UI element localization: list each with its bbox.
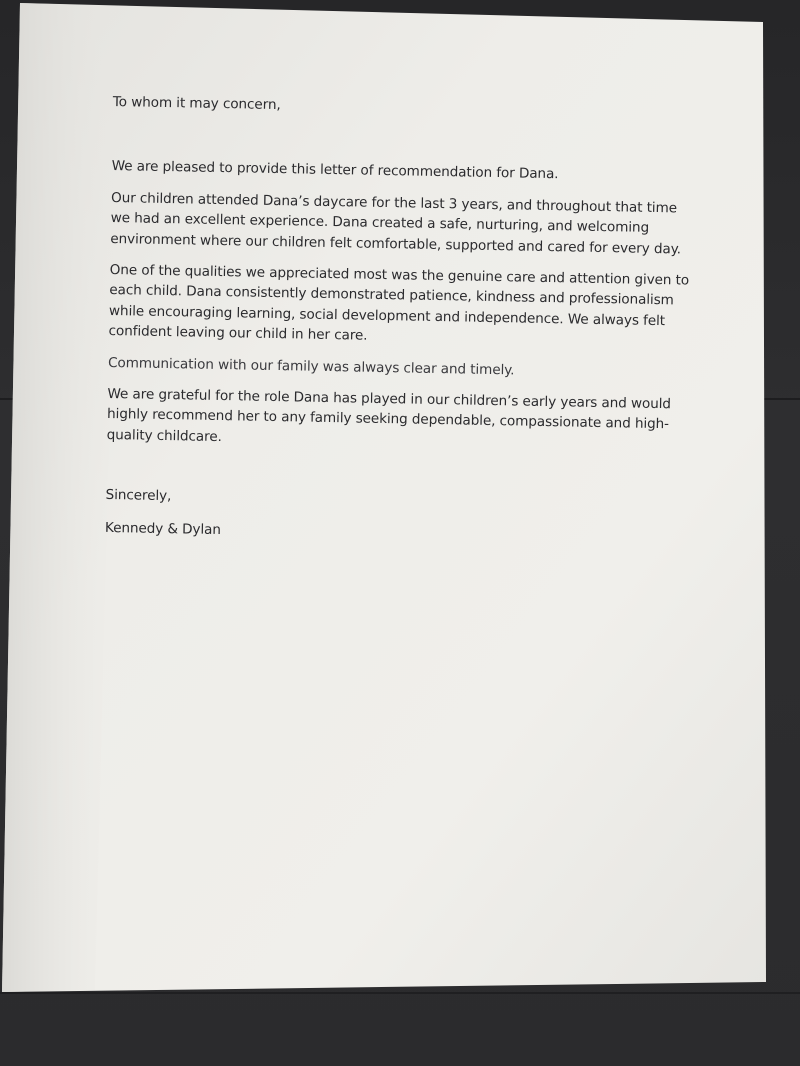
paragraph-gratitude: We are grateful for the role Dana has played in our children’s early years and would highly recommend her to any family seeking dependable, compassionate and high-quality childcare. xyxy=(106,386,672,445)
salutation: To whom it may concern, xyxy=(112,93,281,114)
signatories: Kennedy & Dylan xyxy=(104,519,222,538)
paragraph-experience: Our children attended Dana’s daycare for the last 3 years, and throughout that time we had an excellent experience. Dana created a safe, nurturing, and welcoming environment where our children felt comfortable, supported and cared for every day. xyxy=(110,189,682,258)
letter-body xyxy=(105,92,693,549)
paragraph-communication: Communication with our family was always clear and timely. xyxy=(107,354,515,379)
paragraph-intro: We are pleased to provide this letter of recommendation for Dana. xyxy=(111,158,559,183)
paragraph-qualities: One of the qualities we appreciated most was the genuine care and attention given to each child. Dana consistently demonstrated patience, kindness and professionalism while encouraging learning, social development and independence. We always felt confident leaving our child in her care. xyxy=(108,262,690,344)
closing: Sincerely, xyxy=(105,487,172,505)
